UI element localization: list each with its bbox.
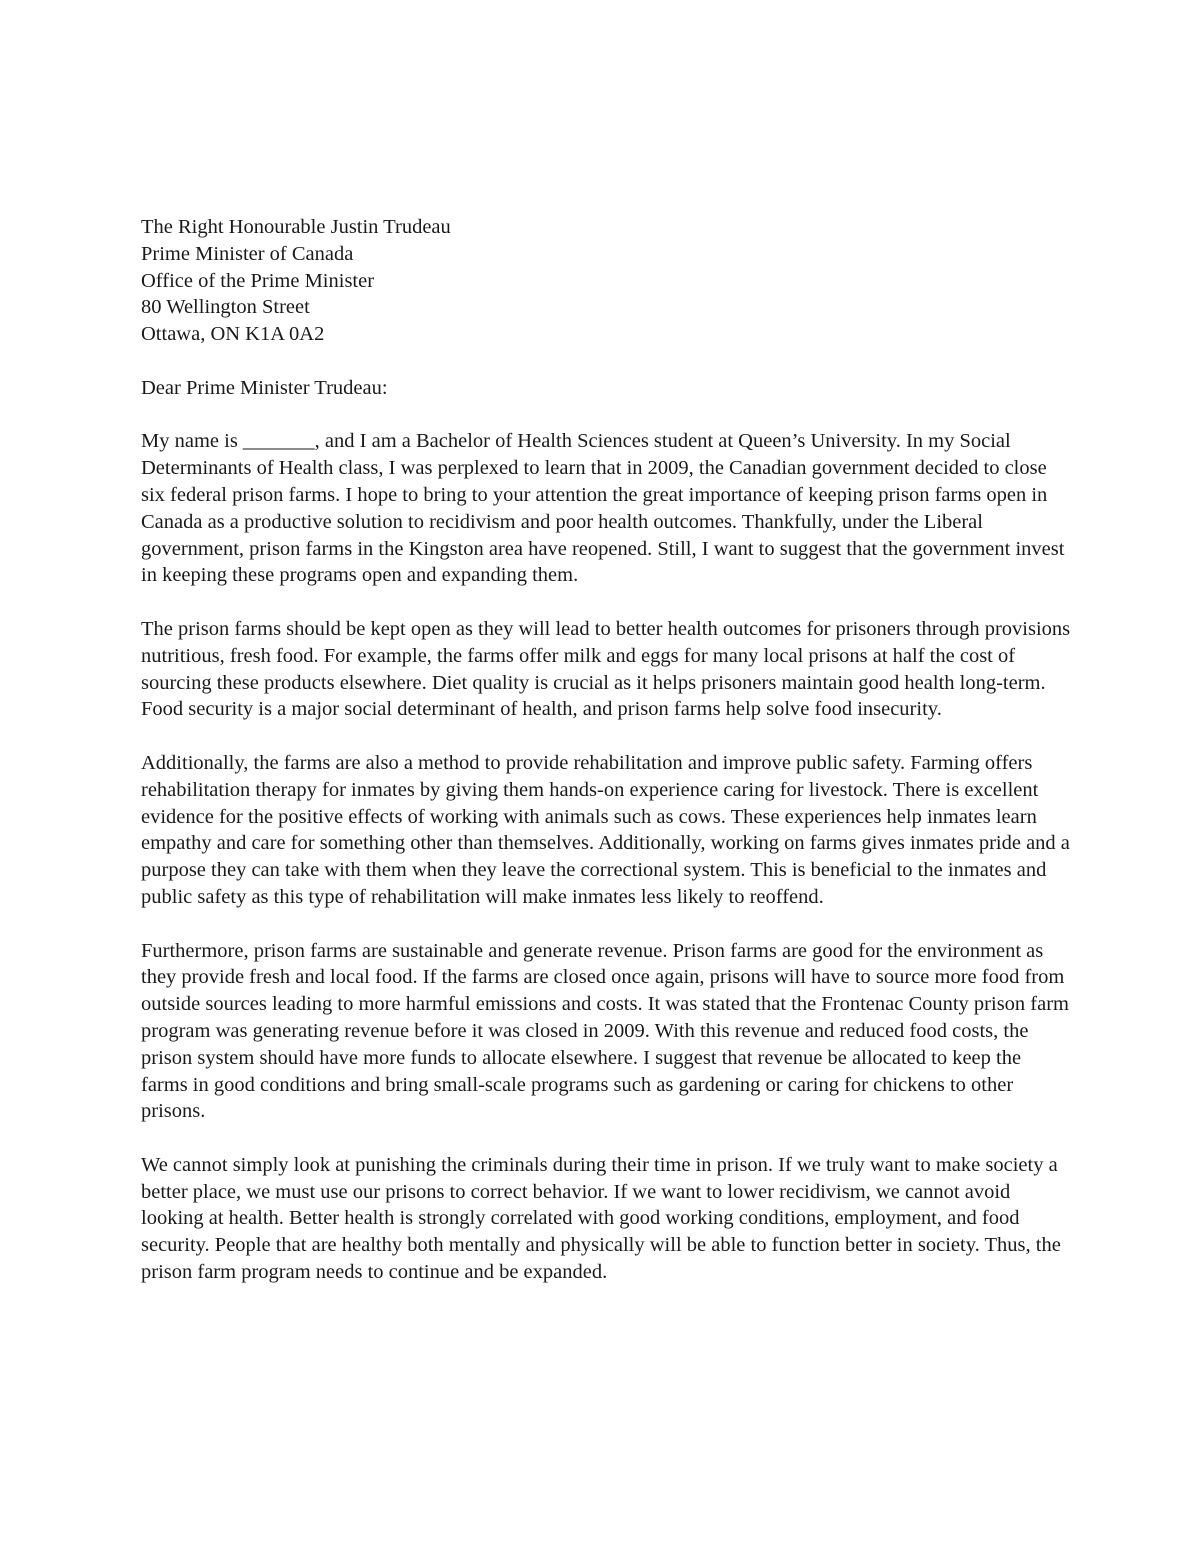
paragraph-introduction: My name is _______, and I am a Bachelor of Health Sciences student at Queen’s University. In my Social Determinants of Health class, I was perplexed to learn that in 2009, the Canadian government decided to close six federal prison farms. I hope to bring to your attention the great importance of keeping prison farms open in Canada as a productive solution to recidivism and poor health outcomes. Thankfully, under the Liberal government, prison farms in the Kingston area have reopened. Still, I want to suggest that the government invest in keeping these programs open and expanding them. [141, 430, 1065, 587]
salutation: Dear Prime Minister Trudeau: [141, 376, 388, 399]
letter-body [141, 214, 1071, 1286]
paragraph-rehabilitation: Additionally, the farms are also a method to provide rehabilitation and improve public safety. Farming offers rehabilitation therapy for inmates by giving them hands-on experience caring for livestock. There is excellent evidence for the positive effects of working with animals such as cows. These experiences help inmates learn empathy and care for something other than themselves. Additionally, working on farms gives inmates pride and a purpose they can take with them when they leave the correctional system. This is beneficial to the inmates and public safety as this type of rehabilitation will make inmates less likely to reoffend. [141, 751, 1070, 908]
recipient-title: Prime Minister of Canada [141, 242, 354, 265]
recipient-address [141, 214, 1071, 348]
recipient-name: The Right Honourable Justin Trudeau [141, 216, 451, 238]
paragraph-conclusion: We cannot simply look at punishing the criminals during their time in prison. If we truly want to make society a better place, we must use our prisons to correct behavior. If we want to lower recidivism, we cannot avoid looking at health. Better health is strongly correlated with good working conditions, employment, and food security. People that are healthy both mentally and physically will be able to function better in society. Thus, the prison farm program needs to continue and be expanded. [141, 1153, 1061, 1284]
paragraph-sustainability: Furthermore, prison farms are sustainable and generate revenue. Prison farms are good for the environment as they provide fresh and local food. If the farms are closed once again, prisons will have to source more food from outside sources leading to more harmful emissions and costs. It was stated that the Frontenac County prison farm program was generating revenue before it was closed in 2009. With this revenue and reduced food costs, the prison system should have more funds to allocate elsewhere. I suggest that revenue be allocated to keep the farms in good conditions and bring small-scale programs such as gardening or caring for chickens to other prisons. [141, 939, 1070, 1123]
paragraph-health-outcomes: The prison farms should be kept open as they will lead to better health outcomes for prisoners through provisions nutritious, fresh food. For example, the farms offer milk and eggs for many local prisons at half the cost of sourcing these products elsewhere. Diet quality is crucial as it helps prisoners maintain good health long-term. Food security is a major social determinant of health, and prison farms help solve food insecurity. [141, 617, 1071, 721]
recipient-city: Ottawa, ON K1A 0A2 [141, 323, 325, 346]
recipient-office: Office of the Prime Minister [141, 269, 375, 292]
recipient-street: 80 Wellington Street [141, 296, 310, 319]
